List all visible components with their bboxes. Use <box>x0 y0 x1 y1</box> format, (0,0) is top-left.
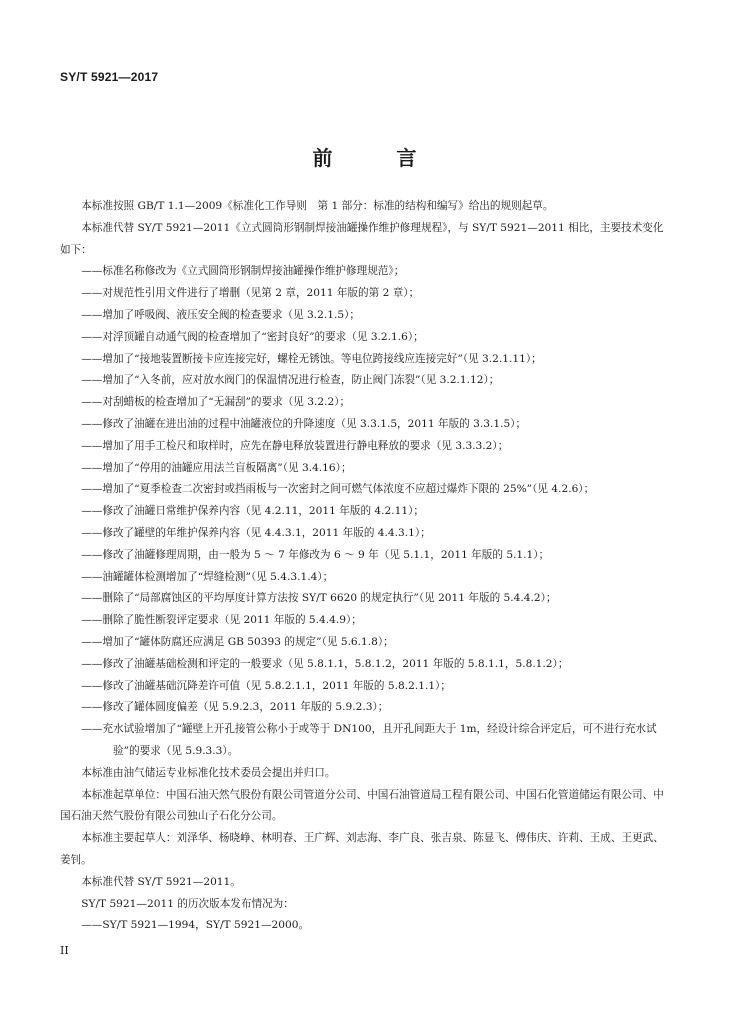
list-item: ——对浮顶罐自动通气阀的检查增加了“密封良好”的要求（见 3.2.1.6）； <box>81 330 424 343</box>
list-item: ——增加了“停用的油罐应用法兰盲板隔离”（见 3.4.16）； <box>81 461 352 474</box>
list-item: ——充水试验增加了“罐壁上开孔接管公称小于或等于 DN100，且开孔间距大于 1m，经设计综合评定后，可不进行充水试验”的要求（见 5.9.3.3）。 <box>81 723 657 757</box>
foreword-body <box>60 196 668 937</box>
list-item: ——增加了用手工检尺和取样时，应先在静电释放装置进行静电释放的要求（见 3.3.3.2）； <box>81 439 509 452</box>
list-item: ——修改了油罐修理周期，由一般为 5 ～ 7 年修改为 6 ～ 9 年（见 5.1.1，2011 年版的 5.1.1）； <box>81 548 550 561</box>
list-item: ——对刮蜡板的检查增加了“无漏刮”的要求（见 3.2.2）； <box>81 396 351 409</box>
closing-paragraph: 本标准由油气储运专业标准化技术委员会提出并归口。 <box>81 766 336 779</box>
list-item: ——修改了罐壁的年维护保养内容（见 4.4.3.1，2011 年版的 4.4.3.1）； <box>81 526 431 539</box>
list-item: ——增加了呼吸阀、液压安全阀的检查要求（见 3.2.1.5）； <box>81 308 360 321</box>
intro-paragraph: 本标准代替 SY/T 5921—2011《立式圆筒形钢制焊接油罐操作维护修理规程》，与 SY/T 5921—2011 相比，主要技术变化如下： <box>60 221 664 256</box>
list-item: ——修改了油罐在进出油的过程中油罐液位的升降速度（见 3.3.1.5，2011 年版的 3.3.1.5）； <box>81 417 527 430</box>
list-item: ——油罐罐体检测增加了“焊缝检测”（见 5.4.3.1.4）； <box>81 570 334 583</box>
closing-paragraph: 本标准起草单位：中国石油天然气股份有限公司管道分公司、中国石油管道局工程有限公司、中国石化管道储运有限公司、中国石油天然气股份有限公司独山子石化分公司。 <box>60 788 664 823</box>
intro-paragraph: 本标准按照 GB/T 1.1—2009《标准化工作导则 第 1 部分：标准的结构和编写》给出的规则起草。 <box>81 200 554 212</box>
changes-list <box>60 261 668 762</box>
list-item: ——标准名称修改为《立式圆筒形钢制焊接油罐操作维护修理规范》； <box>81 265 405 278</box>
list-item: ——增加了“夏季检查二次密封或挡雨板与一次密封之间可燃气体浓度不应超过爆炸下限的 25%”（见 4.2.6）； <box>81 483 595 496</box>
page-number: II <box>60 944 69 957</box>
list-item: ——修改了油罐日常维护保养内容（见 4.2.11，2011 年版的 4.2.11）； <box>81 505 424 518</box>
closing-paragraph: 本标准代替 SY/T 5921—2011。 <box>81 875 241 888</box>
list-item: ——对规范性引用文件进行了增删（见第 2 章，2011 年版的第 2 章）； <box>81 287 420 300</box>
list-item: ——修改了油罐基础检测和评定的一般要求（见 5.8.1.1，5.8.1.2，2011 年版的 5.8.1.1，5.8.1.2）； <box>81 657 569 670</box>
page-title: 前 言 <box>312 146 439 170</box>
list-item: ——删除了脆性断裂评定要求（见 2011 年版的 5.4.4.9）； <box>81 614 362 627</box>
list-item: ——删除了“局部腐蚀区的平均厚度计算方法按 SY/T 6620 的规定执行”（见 2011 年版的 5.4.4.2）； <box>81 592 557 605</box>
list-item: ——增加了“罐体防腐还应满足 GB 50393 的规定”（见 5.6.1.8）； <box>81 635 394 648</box>
list-item: ——修改了油罐基础沉降差许可值（见 5.8.2.1.1，2011 年版的 5.8.2.1.1）； <box>81 679 451 692</box>
standard-number: SY/T 5921—2017 <box>60 70 159 84</box>
list-item: ——修改了罐体圆度偏差（见 5.9.2.3，2011 年版的 5.9.2.3）； <box>81 701 389 714</box>
list-item: ——增加了“入冬前，应对放水阀门的保温情况进行检查，防止阀门冻裂”（见 3.2.1.12）； <box>81 374 500 387</box>
closing-paragraph: SY/T 5921—2011 的历次版本发布情况为： <box>81 897 294 910</box>
closing-paragraph: 本标准主要起草人：刘泽华、杨晓峥、林明春、王广辉、刘志海、李广良、张吉泉、陈显飞、傅伟庆、许莉、王成、王更武、姜钊。 <box>60 832 664 866</box>
list-item: ——增加了“接地装置断接卡应连接完好，螺栓无锈蚀。等电位跨接线应连接完好”（见 3.2.1.11）； <box>81 352 542 365</box>
list-item: ——SY/T 5921—1994，SY/T 5921—2000。 <box>81 919 310 932</box>
